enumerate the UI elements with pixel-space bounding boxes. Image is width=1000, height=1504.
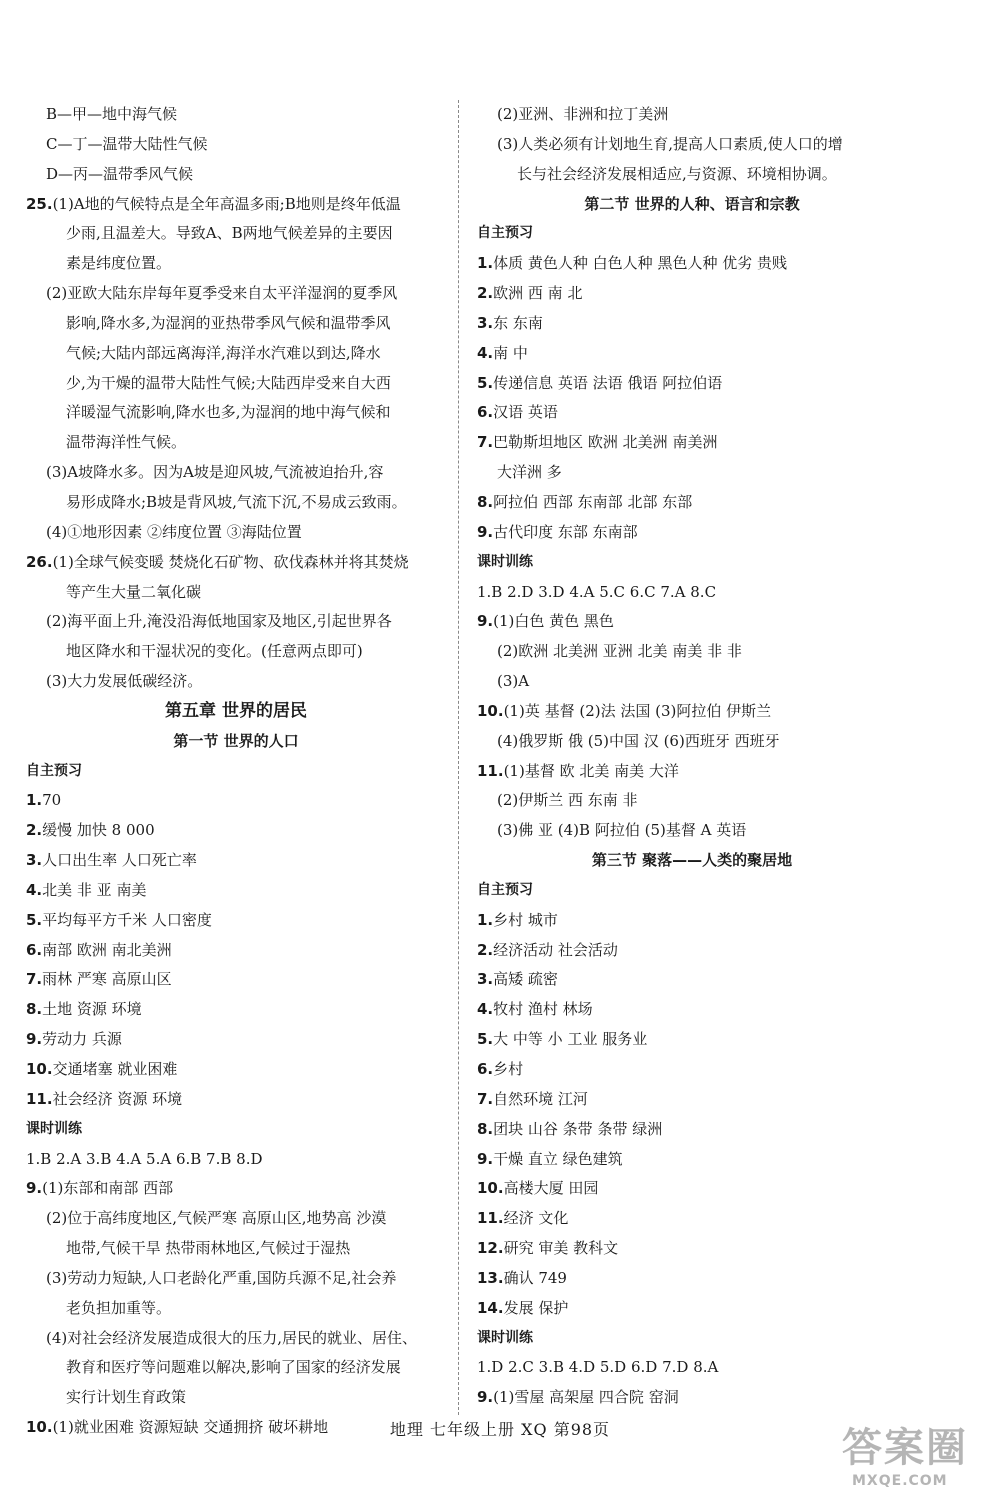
answer-text: (1)雪屋 高架屋 四合院 窑洞 xyxy=(493,1388,679,1407)
left-line xyxy=(26,1115,446,1145)
question-number: 9. xyxy=(477,1149,494,1168)
answer-text: (4)俄罗斯 俄 (5)中国 汉 (6)西班牙 西班牙 xyxy=(497,731,780,750)
right-line xyxy=(477,398,907,428)
question-number: 14. xyxy=(477,1298,504,1317)
question-number: 10. xyxy=(477,701,504,720)
right-line xyxy=(477,428,907,458)
answer-text: 经济 文化 xyxy=(503,1209,569,1228)
right-line xyxy=(477,100,907,130)
answer-text: B—甲—地中海气候 xyxy=(46,105,178,123)
question-number: 2. xyxy=(477,940,494,959)
answer-text: D—丙—温带季风气候 xyxy=(46,164,194,183)
left-line xyxy=(26,1234,446,1264)
answer-text: 教育和医疗等问题难以解决,影响了国家的经济发展 xyxy=(66,1358,401,1377)
right-line xyxy=(477,1174,907,1204)
answer-text: 人口出生率 人口死亡率 xyxy=(42,851,197,870)
question-number: 7. xyxy=(26,970,43,989)
answer-text: 气候;大陆内部远离海洋,海洋水汽难以到达,降水 xyxy=(66,343,381,362)
column-divider xyxy=(458,100,459,1415)
left-line xyxy=(26,607,446,637)
left-line xyxy=(26,1264,446,1294)
question-number: 9. xyxy=(26,1030,43,1049)
answer-text: 自主预习 xyxy=(477,881,533,898)
right-line xyxy=(477,249,907,279)
right-line xyxy=(477,995,907,1025)
left-line xyxy=(26,906,446,936)
right-line xyxy=(477,1383,907,1413)
question-number: 10. xyxy=(26,1060,53,1078)
answer-text: (3)佛 亚 (4)B 阿拉伯 (5)基督 A 英语 xyxy=(497,821,747,840)
left-line xyxy=(26,548,446,578)
question-number: 3. xyxy=(26,851,43,870)
answer-text: 等产生大量二氧化碳 xyxy=(66,582,202,601)
right-line xyxy=(477,518,907,548)
answer-text: 研究 审美 教科文 xyxy=(503,1239,619,1258)
answer-text: 影响,降水多,为湿润的亚热带季风气候和温带季风 xyxy=(66,313,391,332)
right-line xyxy=(477,816,907,846)
right-line xyxy=(477,1324,907,1354)
answer-text: (1)A地的气候特点是全年高温多雨;B地则是终年低温 xyxy=(52,194,401,213)
left-line xyxy=(26,339,446,369)
question-number: 3. xyxy=(477,313,494,332)
answer-text: 长与社会经济发展相适应,与资源、环境相协调。 xyxy=(517,164,837,183)
left-line xyxy=(26,727,446,757)
answer-text: (3)大力发展低碳经济。 xyxy=(46,672,203,691)
left-line xyxy=(26,1353,446,1383)
right-line xyxy=(477,1055,907,1085)
left-line xyxy=(26,786,446,816)
answer-text: 课时训练 xyxy=(477,1329,533,1346)
answer-text: 汉语 英语 xyxy=(493,403,558,422)
answer-text: (1)东部和南部 西部 xyxy=(42,1179,174,1198)
answer-text: 团块 山谷 条带 条带 绿洲 xyxy=(493,1119,663,1138)
right-line xyxy=(477,369,907,399)
left-line xyxy=(26,1294,446,1324)
answer-text: (2)位于高纬度地区,气候严寒 高原山区,地势高 沙漠 xyxy=(46,1209,387,1228)
answer-text: (3)A xyxy=(497,672,530,691)
question-number: 3. xyxy=(477,970,494,989)
answer-text: 70 xyxy=(42,791,62,810)
right-line xyxy=(477,219,907,249)
question-number: 12. xyxy=(477,1239,504,1258)
watermark-url: MXQE.COM xyxy=(852,1473,948,1489)
right-line xyxy=(477,309,907,339)
left-line xyxy=(26,160,446,190)
right-line xyxy=(477,190,907,220)
answer-text: (3)人类必须有计划地生育,提高人口素质,使人口的增 xyxy=(497,134,843,153)
question-number: 11. xyxy=(477,1209,504,1228)
right-line xyxy=(477,1204,907,1234)
left-line xyxy=(26,637,446,667)
right-line xyxy=(477,906,907,936)
answer-text: 雨林 严寒 高原山区 xyxy=(42,970,172,989)
question-number: 1. xyxy=(477,910,494,929)
question-number: 6. xyxy=(477,403,494,422)
answer-text: 实行计划生育政策 xyxy=(66,1388,187,1407)
answer-text: 温带海洋性气候。 xyxy=(66,433,187,452)
question-number: 7. xyxy=(477,433,494,452)
left-line xyxy=(26,1174,446,1204)
answer-text: 古代印度 东部 东南部 xyxy=(493,522,638,541)
right-line xyxy=(477,160,907,190)
right-line xyxy=(477,936,907,966)
question-number: 10. xyxy=(477,1179,504,1198)
left-line xyxy=(26,757,446,787)
question-number: 9. xyxy=(26,1179,43,1198)
answer-text: 少,为干燥的温带大陆性气候;大陆西岸受来自大西 xyxy=(66,373,391,392)
question-number: 2. xyxy=(26,821,43,840)
question-number: 11. xyxy=(26,1089,53,1108)
answer-text: (1)英 基督 (2)法 法国 (3)阿拉伯 伊斯兰 xyxy=(503,701,772,720)
answer-text: 1.B 2.A 3.B 4.A 5.A 6.B 7.B 8.D xyxy=(26,1149,263,1168)
question-number: 10. xyxy=(26,1418,53,1437)
answer-text: 自主预习 xyxy=(477,225,533,242)
right-line xyxy=(477,578,907,608)
left-line xyxy=(26,1145,446,1175)
answer-text: (1)白色 黄色 黑色 xyxy=(493,612,614,631)
right-line xyxy=(477,488,907,518)
question-number: 9. xyxy=(477,522,494,541)
right-line xyxy=(477,965,907,995)
left-line xyxy=(26,936,446,966)
left-line xyxy=(26,578,446,608)
answer-text: 阿拉伯 西部 东南部 北部 东部 xyxy=(493,492,693,511)
answer-text: 北美 非 亚 南美 xyxy=(42,880,147,899)
page-footer: 地理 七年级上册 XQ 第98页 xyxy=(389,1420,611,1439)
right-line xyxy=(477,1025,907,1055)
question-number: 6. xyxy=(26,940,43,959)
right-line xyxy=(477,1264,907,1294)
answer-text: 平均每平方千米 人口密度 xyxy=(42,910,212,929)
left-line xyxy=(26,100,446,130)
right-line xyxy=(477,130,907,160)
left-line xyxy=(26,398,446,428)
question-number: 6. xyxy=(477,1060,494,1078)
answer-text: 易形成降水;B坡是背风坡,气流下沉,不易成云致雨。 xyxy=(66,492,407,511)
answer-text: 巴勒斯坦地区 欧洲 北美洲 南美洲 xyxy=(493,433,718,452)
answer-text: 第五章 世界的居民 xyxy=(165,700,307,721)
left-line xyxy=(26,995,446,1025)
right-line xyxy=(477,846,907,876)
answer-text: 南 中 xyxy=(493,343,528,362)
left-line xyxy=(26,130,446,160)
watermark-logo xyxy=(842,1416,982,1496)
answer-text: 大洋洲 多 xyxy=(497,463,562,482)
question-number: 7. xyxy=(477,1089,494,1108)
question-number: 13. xyxy=(477,1268,504,1287)
question-number: 2. xyxy=(477,284,494,303)
left-line xyxy=(26,518,446,548)
left-line xyxy=(26,1383,446,1413)
answer-text: (1)基督 欧 北美 南美 大洋 xyxy=(503,761,679,780)
left-line xyxy=(26,279,446,309)
right-line xyxy=(477,548,907,578)
answer-text: 高楼大厦 田园 xyxy=(503,1179,599,1198)
answer-text: 素是纬度位置。 xyxy=(66,254,172,273)
question-number: 5. xyxy=(477,373,494,392)
left-line xyxy=(26,846,446,876)
left-column xyxy=(26,100,446,1443)
question-number: 5. xyxy=(26,910,43,929)
answer-text: 地带,气候干旱 热带雨林地区,气候过于湿热 xyxy=(66,1239,351,1258)
answer-text: 自主预习 xyxy=(26,762,82,779)
answer-text: 大 中等 小 工业 服务业 xyxy=(493,1030,648,1049)
answer-text: 发展 保护 xyxy=(503,1298,569,1317)
answer-text: 劳动力 兵源 xyxy=(42,1030,122,1049)
answer-text: (3)A坡降水多。因为A坡是迎风坡,气流被迫抬升,容 xyxy=(46,463,384,482)
question-number: 4. xyxy=(477,343,494,362)
answer-text: 洋暖湿气流影响,降水也多,为湿润的地中海气候和 xyxy=(66,403,391,422)
answer-text: (1)全球气候变暖 焚烧化石矿物、砍伐森林并将其焚烧 xyxy=(52,552,409,571)
right-line xyxy=(477,339,907,369)
answer-text: 牧村 渔村 林场 xyxy=(493,1000,593,1019)
left-line xyxy=(26,1055,446,1085)
answer-text: (2)亚洲、非洲和拉丁美洲 xyxy=(497,105,669,123)
left-line xyxy=(26,1025,446,1055)
answer-text: 社会经济 资源 环境 xyxy=(52,1089,183,1108)
answer-text: 确认 749 xyxy=(503,1268,567,1287)
left-line xyxy=(26,488,446,518)
answer-text: 第二节 世界的人种、语言和宗教 xyxy=(584,194,800,213)
answer-text: (4)①地形因素 ②纬度位置 ③海陆位置 xyxy=(46,522,302,541)
answer-text: 少雨,且温差大。导致A、B两地气候差异的主要因 xyxy=(66,224,393,243)
question-number: 9. xyxy=(477,612,494,631)
answer-text: 高矮 疏密 xyxy=(493,970,558,989)
answer-text: (2)欧洲 北美洲 亚洲 北美 南美 非 非 xyxy=(497,642,742,661)
left-line xyxy=(26,1324,446,1354)
right-line xyxy=(477,1353,907,1383)
right-line xyxy=(477,757,907,787)
left-line xyxy=(26,309,446,339)
answer-text: (4)对社会经济发展造成很大的压力,居民的就业、居住、 xyxy=(46,1328,418,1347)
left-line xyxy=(26,190,446,220)
answer-text: 乡村 城市 xyxy=(493,910,558,929)
left-line xyxy=(26,667,446,697)
answer-text: (3)劳动力短缺,人口老龄化严重,国防兵源不足,社会养 xyxy=(46,1268,397,1287)
left-line xyxy=(26,428,446,458)
answer-text: 第三节 聚落——人类的聚居地 xyxy=(591,851,793,870)
right-line xyxy=(477,1234,907,1264)
right-column xyxy=(477,100,907,1413)
answer-text: 地区降水和干湿状况的变化。(任意两点即可) xyxy=(66,642,363,661)
answer-text: (2)海平面上升,淹没沿海低地国家及地区,引起世界各 xyxy=(46,612,392,631)
question-number: 4. xyxy=(477,1000,494,1019)
answer-text: 1.D 2.C 3.B 4.D 5.D 6.D 7.D 8.A xyxy=(477,1358,719,1377)
answer-text: 交通堵塞 就业困难 xyxy=(52,1060,178,1078)
question-number: 4. xyxy=(26,880,43,899)
right-line xyxy=(477,607,907,637)
answer-text: 课时训练 xyxy=(26,1120,82,1137)
answer-text: 1.B 2.D 3.D 4.A 5.C 6.C 7.A 8.C xyxy=(477,582,717,601)
answer-text: 欧洲 西 南 北 xyxy=(493,284,583,303)
question-number: 1. xyxy=(26,791,43,810)
left-line xyxy=(26,249,446,279)
right-line xyxy=(477,637,907,667)
question-number: 8. xyxy=(26,1000,43,1019)
right-line xyxy=(477,1145,907,1175)
answer-text: (1)就业困难 资源短缺 交通拥挤 破坏耕地 xyxy=(52,1418,329,1437)
question-number: 9. xyxy=(477,1388,494,1407)
answer-text: C—丁—温带大陆性气候 xyxy=(46,134,208,153)
answer-text: 乡村 xyxy=(493,1060,524,1078)
watermark-title: 答案圈 xyxy=(842,1425,968,1471)
right-line xyxy=(477,667,907,697)
question-number: 11. xyxy=(477,761,504,780)
right-line xyxy=(477,1085,907,1115)
answer-text: 老负担加重等。 xyxy=(66,1298,172,1317)
answer-text: (2)伊斯兰 西 东南 非 xyxy=(497,791,638,810)
question-number: 26. xyxy=(26,552,53,571)
left-line xyxy=(26,1085,446,1115)
answer-text: 干燥 直立 绿色建筑 xyxy=(493,1149,623,1168)
answer-text: (2)亚欧大陆东岸每年夏季受来自太平洋湿润的夏季风 xyxy=(46,284,398,303)
answer-text: 体质 黄色人种 白色人种 黑色人种 优劣 贵贱 xyxy=(493,254,787,273)
answer-text: 第一节 世界的人口 xyxy=(173,731,299,750)
left-line xyxy=(26,816,446,846)
right-line xyxy=(477,458,907,488)
right-line xyxy=(477,279,907,309)
left-line xyxy=(26,697,446,727)
answer-text: 土地 资源 环境 xyxy=(42,1000,142,1019)
answer-text: 自然环境 江河 xyxy=(493,1089,588,1108)
right-line xyxy=(477,1115,907,1145)
question-number: 5. xyxy=(477,1030,494,1049)
left-line xyxy=(26,965,446,995)
left-line xyxy=(26,219,446,249)
right-line xyxy=(477,876,907,906)
question-number: 8. xyxy=(477,492,494,511)
right-line xyxy=(477,727,907,757)
question-number: 1. xyxy=(477,254,494,273)
right-line xyxy=(477,697,907,727)
answer-text: 南部 欧洲 南北美洲 xyxy=(42,940,172,959)
answer-text: 传递信息 英语 法语 俄语 阿拉伯语 xyxy=(493,373,723,392)
question-number: 8. xyxy=(477,1119,494,1138)
right-line xyxy=(477,786,907,816)
answer-text: 缓慢 加快 8 000 xyxy=(42,821,155,840)
left-line xyxy=(26,458,446,488)
answer-text: 东 东南 xyxy=(493,313,543,332)
right-line xyxy=(477,1294,907,1324)
answer-text: 课时训练 xyxy=(477,553,533,570)
left-line xyxy=(26,1204,446,1234)
question-number: 25. xyxy=(26,194,53,213)
left-line xyxy=(26,369,446,399)
left-line xyxy=(26,876,446,906)
answer-text: 经济活动 社会活动 xyxy=(493,940,618,959)
